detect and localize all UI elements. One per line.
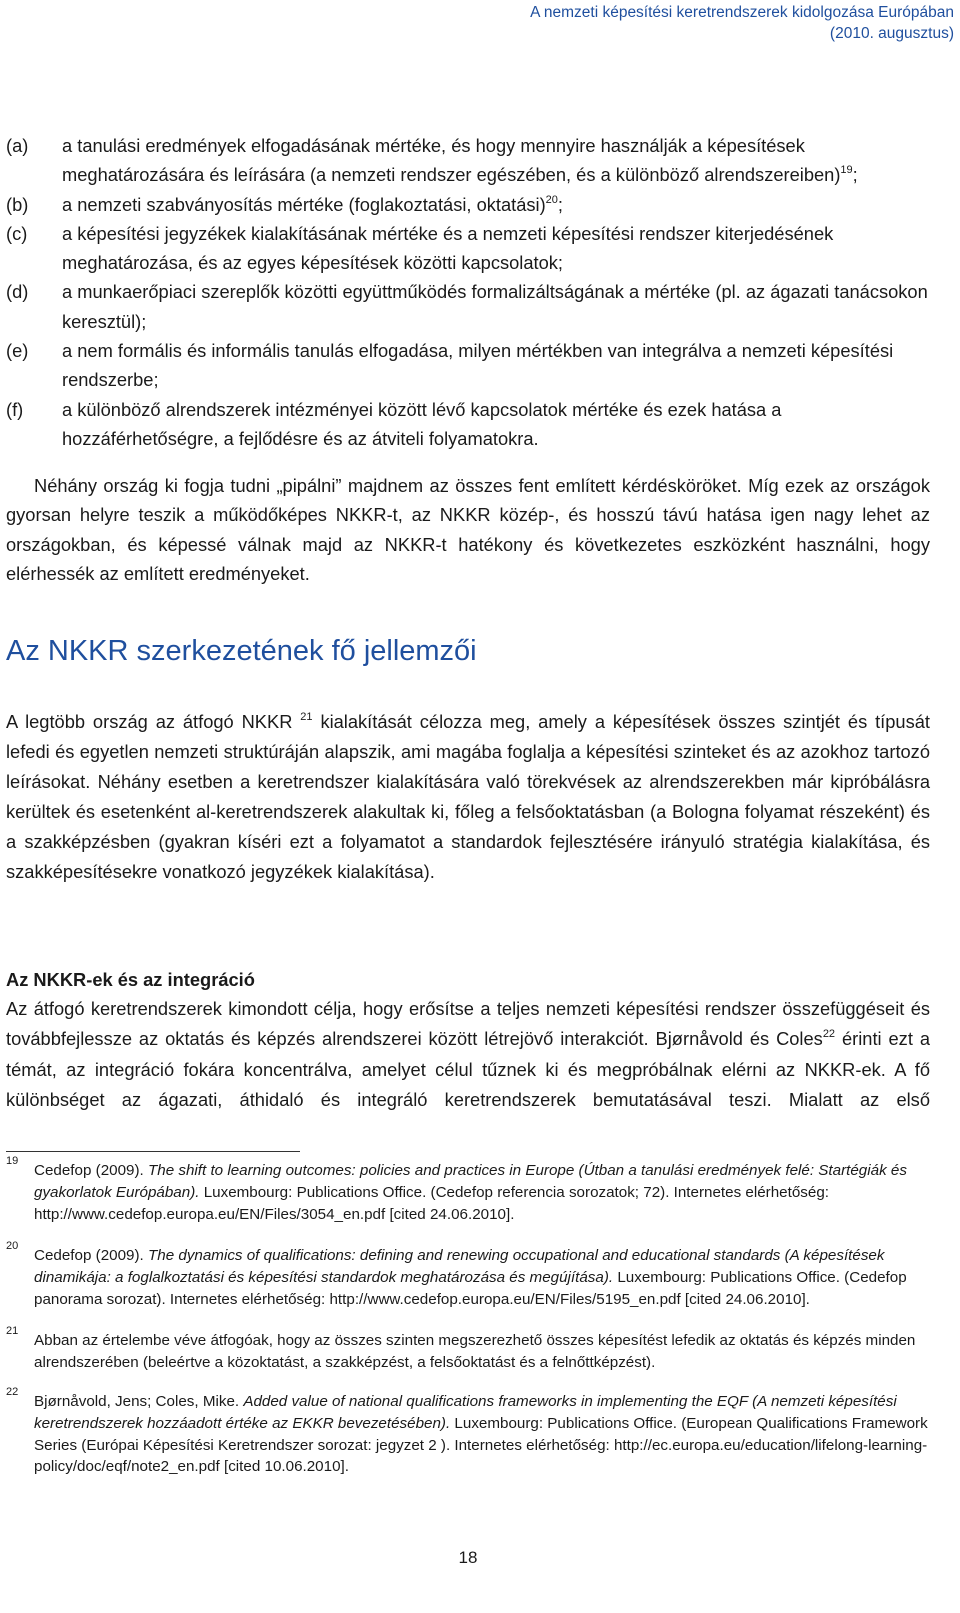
- list-item: [6, 219, 930, 278]
- footnote-ref: 21: [300, 710, 313, 723]
- list-item-text: a nem formális és informális tanulás elfogadása, milyen mértékben van integrálva a nemzeti képesítési rendszerbe;: [62, 340, 894, 391]
- list-item: (a) a tanulási eredmények elfogadásának mértéke, és hogy mennyire használják a képesítések meghatározására és leírására (a nemzeti rendszer egészében, és a különböző alrendszereiben)$^{19}$;: [6, 131, 930, 190]
- list-item-label: (f): [6, 398, 24, 420]
- footnote-ref: 19: [840, 164, 853, 177]
- body-paragraph: Az átfogó keretrendszerek kimondott célja, hogy erősítse a teljes nemzeti képesítési rendszer összefüggéseit és továbbfejlessze az oktatás és képzés alrendszerei között létrejövő interakciót. Bjørnåvold és Coles$^{22}$ érinti ezt a témát, az integráció fokára koncentrálva, amelyet célul tűznek ki és megpróbálnak elérni az NKKR-ek. A fő különbséget az ágazati, áthidaló és integráló keretrendszerek bemutatásával teszi. Mialatt az első: [6, 998, 930, 1111]
- list-item: [6, 395, 930, 454]
- page-number: 18: [458, 1548, 478, 1567]
- footnote-separator: [6, 1151, 300, 1152]
- header-date: (2010. augusztus): [829, 25, 954, 42]
- running-header: [530, 2, 954, 44]
- criteria-list: [6, 131, 930, 453]
- list-item-text: a különböző alrendszerek intézményei között lévő kapcsolatok mértéke és ezek hatása a hozzáférhetőségre, a fejlődésre és az átviteli folyamatokra.: [62, 398, 782, 449]
- footnote: 19 Cedefop (2009). The shift to learning outcomes: policies and practices in Europe (Útban a tanulási eredmények felé: Startégiák és gyakorlatok Európában). Luxembourg: Publications Office. (Cedefop referencia sorozatok; 72). Internetes elérhetőség: http://www.cedefop.europa.eu/EN/Files/3054_en.pdf [cited 24.06.2010].: [6, 1160, 930, 1225]
- footnote: 21 Abban az értelembe véve átfogóak, hogy az összes szinten megszerezhető összes képesítést lefedik az oktatás és képzés minden alrendszerében (beleértve a közoktatást, a szakképzést, a felsőoktatást és a felnőttképzést).: [6, 1330, 930, 1374]
- list-item-label: (e): [6, 340, 29, 362]
- list-item-text: a képesítési jegyzékek kialakításának mértéke és a nemzeti képesítési rendszer kiterjedésének meghatározása, és az egyes képesítések közötti kapcsolatok;: [62, 222, 834, 274]
- list-item: [6, 277, 930, 336]
- footnote-ref: 20: [545, 193, 558, 206]
- list-item: (b) a nemzeti szabványosítás mértéke (foglakoztatási, oktatási)$^{20}$;: [6, 190, 930, 219]
- list-item-label: (b): [6, 193, 29, 215]
- footnote: 20 Cedefop (2009). The dynamics of qualifications: defining and renewing occupational and educational standards (A képesítések dinamikája: a foglalkoztatási és képesítési standardok meghatározása és megújítása). Luxembourg: Publications Office. (Cedefop panorama sorozat). Internetes elérhetőség: http://www.cedefop.europa.eu/EN/Files/5195_en.pdf [cited 24.06.2010].: [6, 1245, 930, 1310]
- footnote-number: 22: [6, 1386, 19, 1398]
- footnote-number: 19: [6, 1155, 19, 1167]
- list-item: [6, 336, 930, 395]
- list-item-label: (c): [6, 222, 28, 244]
- footnote-number: 20: [6, 1240, 19, 1252]
- body-paragraph: A legtöbb ország az átfogó NKKR $^{21}$ kialakítását célozza meg, amely a képesítések összes szintjét és típusát lefedi és egyetlen nemzeti struktúráján alapszik, ami magába foglalja a képesítési szinteket és az azokhoz tartozó leírásokat. Néhány esetben a keretrendszer kialakítására való törekvések az alrendszerekben már kipróbálásra kerültek és esetenként al-keretrendszerek alakultak ki, főleg a felsőoktatásban (a Bologna folyamat részeként) és a szakképzésben (gyakran kíséri ezt a folyamatot a standardok fejlesztésére irányuló stratégia kialakítása, és szakképesítésekre vonatkozó jegyzékek kialakítása).: [6, 710, 930, 882]
- list-item-text: a nemzeti szabványosítás mértéke (foglakoztatási, oktatási): [62, 193, 546, 215]
- header-title: A nemzeti képesítési keretrendszerek kidolgozása Európában: [530, 4, 954, 21]
- subsection-heading: Az NKKR-ek és az integráció: [6, 969, 255, 990]
- footnote-ref: 22: [822, 1028, 836, 1041]
- list-item-label: (a): [6, 135, 29, 156]
- footnote: 22 Bjørnåvold, Jens; Coles, Mike. Added value of national qualifications frameworks in implementing the EQF (A nemzeti képesítési keretrendszerek hozzáadott értéke az EKKR bevezetésében). Luxembourg: Publications Office. (European Qualifications Framework Series (Európai Képesítési Keretrendszer sorozat: jegyzet 2 ). Internetes elérhetőség: http://ec.europa.eu/education/lifelong-learning-policy/doc/eqf/note2_en.pdf [cited 10.06.2010].: [6, 1391, 930, 1478]
- section-heading: Az NKKR szerkezetének fő jellemzői: [6, 635, 477, 667]
- list-item-text: a munkaerőpiaci szereplők közötti együttműködés formalizáltságának a mértéke (pl. az ágazati tanácsokon keresztül);: [62, 281, 928, 332]
- body-paragraph: Néhány ország ki fogja tudni „pipálni” majdnem az összes fent említett kérdésköröket. Míg ezek az országok gyorsan helyre teszik a működőképes NKKR-t, az NKKR közép-, és hosszú távú hatása igen nagy lehet az országokban, és képessé válnak majd az NKKR-t hatékony és következetes eszközként használni, hogy elérhessék az említett eredményeket.: [6, 475, 930, 584]
- footnote-number: 21: [6, 1325, 19, 1337]
- list-item-label: (d): [6, 281, 29, 303]
- list-item-text: a tanulási eredmények elfogadásának mértéke, és hogy mennyire használják a képesítések meghatározására és leírására (a nemzeti rendszer egészében, és a különböző alrendszereiben): [62, 135, 841, 186]
